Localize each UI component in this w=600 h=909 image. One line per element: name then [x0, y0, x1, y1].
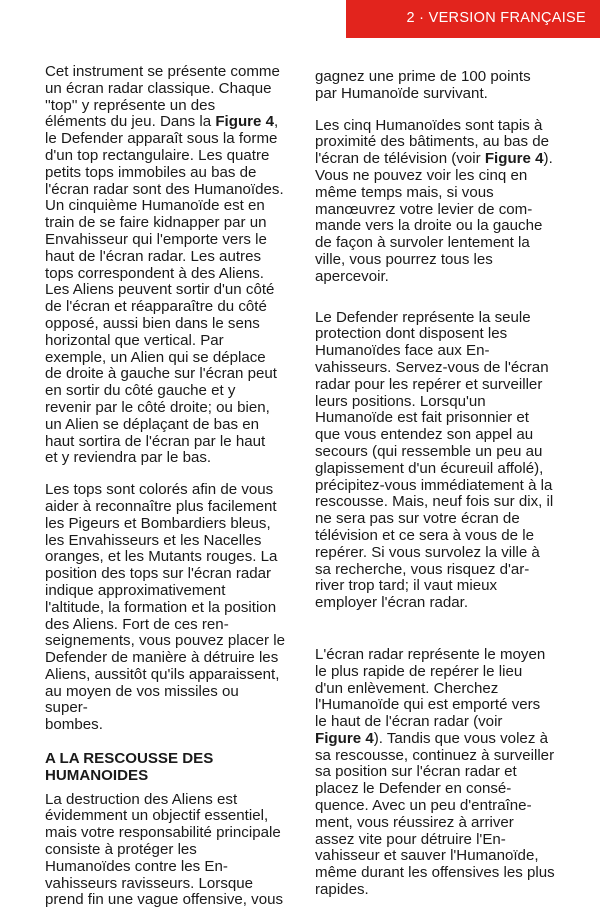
paragraph: L'écran radar représente le moyen le plus rapide de repérer le lieu d'un enlèvement. Cherchez l'Humanoïde qui est emporté vers le haut de l'écran radar (voir Figure 4). Tandis que vous volez à sa rescousse, continuez à surveiller sa position sur l'écran radar et placez le Defender en consé- quence. Avec un peu d'entraîne- ment, vous réussirez à arriver assez vite pour détruire l'En- vahisseur et sauver l'Humanoïde, même durant les offensives les plus rapides. [315, 645, 555, 899]
left-column [45, 64, 285, 909]
paragraph: gagnez une prime de 100 points par Humanoïde survivant. [315, 68, 531, 102]
page-header-title: 2 · VERSION FRANÇAISE [406, 10, 586, 26]
figure-reference: Figure 4 [315, 729, 374, 747]
figure-reference: Figure 4 [215, 113, 275, 131]
figure-reference: Figure 4 [484, 150, 544, 168]
right-column [315, 64, 570, 899]
header-band [346, 0, 600, 38]
paragraph: Les tops sont colorés afin de vous aider à reconnaître plus facilement les Pigeurs et Bombardiers bleus, les Envahisseurs et les Nacelles oranges, et les Mutants rouges. La position des tops sur l'écran radar indique approximativement l'altitude, la formation et la position des Aliens. Fort de ces ren- seignements, vous pouvez placer le Defender de manière à détruire les Aliens, aussitôt qu'ils apparaissent, au moyen de vos missiles ou super- bombes. [45, 481, 285, 734]
paragraph: Les cinq Humanoïdes sont tapis à proximité des bâtiments, au bas de l'écran de télévision (voir Figure 4). Vous ne pouvez voir les cinq en même temps mais, si vous manœuvrez votre levier de com- mande vers la droite ou la gauche de façon à survoler lentement la ville, vous pourrez tous les apercevoir. [315, 116, 553, 285]
paragraph: La destruction des Aliens est évidemment un objectif essentiel, mais votre responsabilité principale consiste à protéger les Humanoïdes contre les En- vahisseurs ravisseurs. Lorsque prend fin une vague offensive, vous [45, 790, 284, 909]
paragraph: Le Defender représente la seule protection dont disposent les Humanoïdes face aux En- vahisseurs. Servez-vous de l'écran radar pour les repérer et surveiller leurs positions. Lorsqu'un Humanoïde est fait prisonnier et que vous entendez son appel au secours (qui ressemble un peu au glapissement d'un écureuil affolé), précipitez-vous immédiatement à la rescousse. Mais, neuf fois sur dix, il ne sera pas sur votre écran de télévision et ce sera à vous de le repérer. Si vous survolez la ville à sa recherche, vous risquez d'ar- river trop tard; il vaut mieux employer l'écran radar. [315, 308, 554, 612]
paragraph: Cet instrument se présente comme un écran radar classique. Chaque ''top'' y représente un des éléments du jeu. Dans la Figure 4, le Defender apparaît sous la forme d'un top rectangulaire. Les quatre petits tops immobiles au bas de l'écran radar sont des Humanoïdes. Un cinquième Humanoïde est en train de se faire kidnapper par un Envahisseur qui l'emporte vers le haut de l'écran radar. Les autres tops correspondent à des Aliens. Les Aliens peuvent sortir d'un côté de l'écran et réapparaître du côté opposé, aussi bien dans le sens horizontal que vertical. Par exemple, un Alien qui se déplace de droite à gauche sur l'écran peut en sortir du côté gauche et y revenir par le côté droite; ou bien, un Alien se déplaçant de bas en haut sortira de l'écran par le haut et y reviendra par le bas. [45, 63, 284, 467]
section-heading: A LA RESCOUSSE DES HUMANOIDES [45, 750, 214, 784]
